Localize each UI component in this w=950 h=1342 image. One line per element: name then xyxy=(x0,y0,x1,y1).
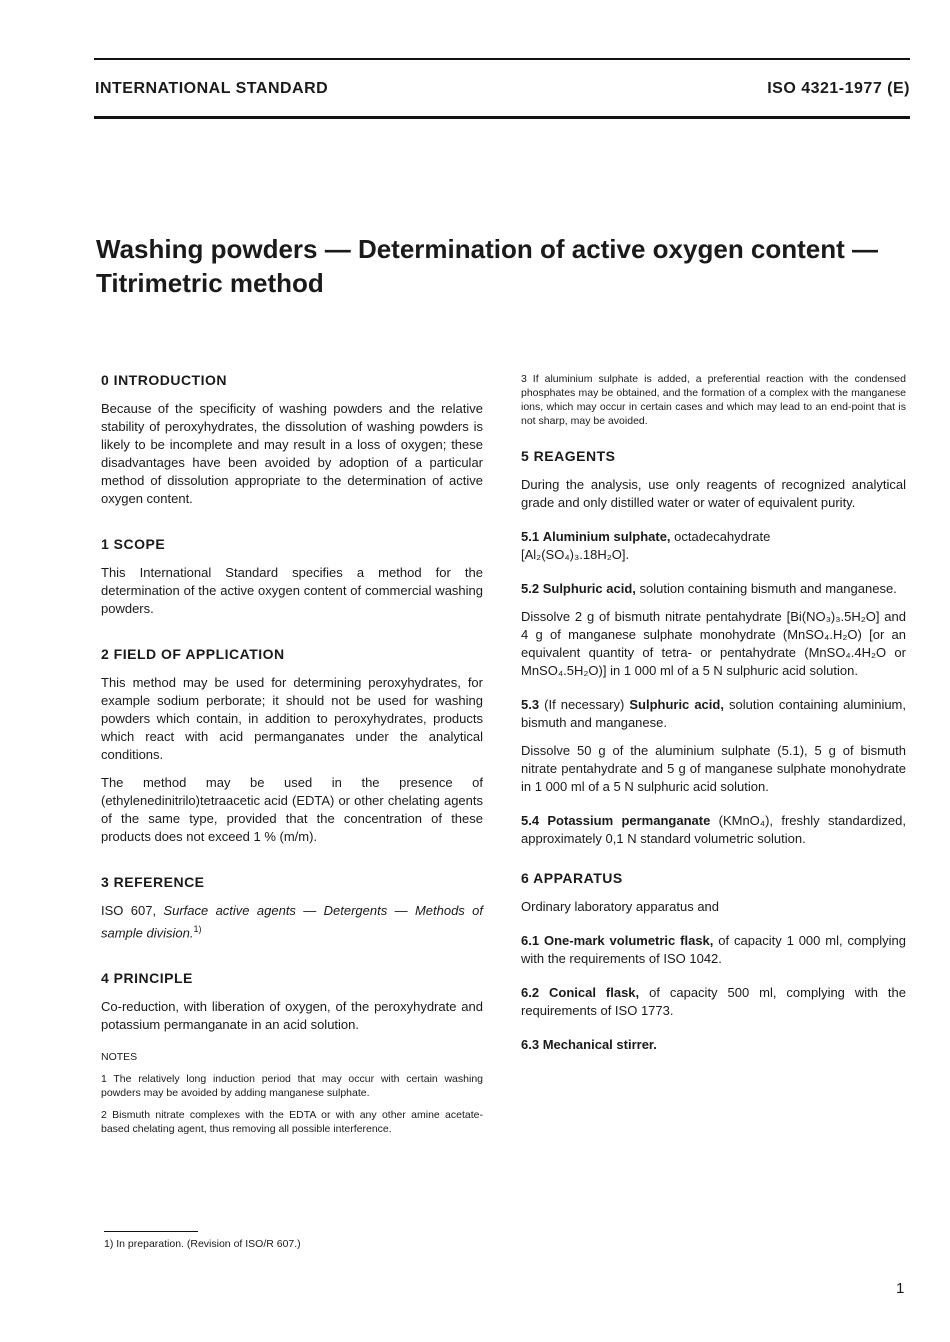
note-1: 1 The relatively long induction period that may occur with certain washing powders may be avoided by adding manganese sulphate. xyxy=(101,1073,483,1100)
apparatus-6-3-number: 6.3 xyxy=(521,1037,540,1052)
reference-footnote-mark: 1) xyxy=(193,924,202,934)
reagent-5-1-formula: [Al₂(SO₄)₃.18H₂O]. xyxy=(521,547,630,562)
note-3: 3 If aluminium sulphate is added, a preferential reaction with the condensed phosphates may be obtained, and the formation of a complex with the manganese ions, which may occur in certain cases and which may lead to an end-point that is not sharp, may be avoided. xyxy=(521,373,906,427)
footnote: 1) In preparation. (Revision of ISO/R 607.) xyxy=(104,1238,301,1250)
reference-text xyxy=(101,902,483,942)
reagents-text: During the analysis, use only reagents of recognized analytical grade and only distilled water or water of equivalent purity. xyxy=(521,477,906,510)
reagent-5-3-name: Sulphuric acid, xyxy=(629,697,724,712)
reference-heading: 3 REFERENCE xyxy=(101,874,205,890)
reagent-5-4-desc: (KMnO₄), freshly standardized, approximately 0,1 N standard volumetric solution. xyxy=(521,813,906,846)
reagent-5-1 xyxy=(521,528,906,564)
note-2: 2 Bismuth nitrate complexes with the EDTA or with any other amine acetate-based chelating agent, thus removing all possible interference. xyxy=(101,1109,483,1136)
apparatus-6-1-desc: of capacity 1 000 ml, complying with the requirements of ISO 1042. xyxy=(521,933,906,966)
reagent-5-2-name: Sulphuric acid, xyxy=(542,581,636,596)
reagent-5-1-desc: octadecahydrate xyxy=(674,529,771,544)
apparatus-6-3 xyxy=(521,1036,906,1054)
header-bottom-rule xyxy=(94,116,910,119)
header-standard-label: INTERNATIONAL STANDARD xyxy=(95,80,329,97)
reagents-heading: 5 REAGENTS xyxy=(521,448,616,464)
page-number: 1 xyxy=(896,1280,905,1297)
reagent-5-4-number: 5.4 xyxy=(521,813,540,828)
intro-heading: 0 INTRODUCTION xyxy=(101,372,227,388)
reagent-5-4-name: Potassium permanganate xyxy=(547,813,711,828)
reagent-5-4 xyxy=(521,812,906,848)
left-column xyxy=(101,372,483,1144)
apparatus-heading: 6 APPARATUS xyxy=(521,870,623,886)
footnote-rule xyxy=(104,1231,198,1232)
apparatus-6-2-number: 6.2 xyxy=(521,985,540,1000)
apparatus-6-1-number: 6.1 xyxy=(521,933,540,948)
document-title xyxy=(96,232,926,300)
principle-heading: 4 PRINCIPLE xyxy=(101,970,193,987)
reagent-5-3 xyxy=(521,696,906,732)
apparatus-6-3-name: Mechanical stirrer. xyxy=(542,1037,657,1052)
intro-text: Because of the specificity of washing powders and the relative stability of peroxyhydrates, the dissolution of washing powders is likely to be incomplete and may result in a loss of oxygen; these disadvantages have been avoided by adoption of a particular method of dissolution appropriate to the determination of active oxygen content. xyxy=(101,401,483,506)
field-text-1: This method may be used for determining peroxyhydrates, for example sodium perborate; it should not be used for washing powders which contain, in addition to peroxyhydrates, products which react with acid permanganates under the analytical conditions. xyxy=(101,675,483,762)
reagent-5-2 xyxy=(521,580,906,598)
reagent-5-2-desc: solution containing bismuth and manganese. xyxy=(639,581,897,596)
header-top-rule xyxy=(94,58,910,60)
right-column xyxy=(521,372,906,1064)
notes-heading: NOTES xyxy=(101,1051,138,1064)
principle-text: Co-reduction, with liberation of oxygen, of the peroxyhydrate and potassium permanganate in an acid solution. xyxy=(101,999,483,1033)
reagent-5-2-text: Dissolve 2 g of bismuth nitrate pentahydrate [Bi(NO₃)₃.5H₂O] and 4 g of manganese sulphate monohydrate (MnSO₄.H₂O) [or an equivalent quantity of tetra- or pentahydrate (MnSO₄.4H₂O or MnSO₄.5H₂O)] in 1 000 ml of a 5 N sulphuric acid solution. xyxy=(521,609,906,678)
reference-prefix: ISO 607, xyxy=(101,903,164,918)
reagent-5-3-text: Dissolve 50 g of the aluminium sulphate (5.1), 5 g of bismuth nitrate pentahydrate and 5 g of manganese sulphate monohydrate in 1 000 ml of a 5 N sulphuric acid solution. xyxy=(521,743,906,794)
header-standard-number: ISO 4321-1977 (E) xyxy=(767,80,910,97)
scope-text: This International Standard specifies a method for the determination of the active oxygen content of commercial washing powders. xyxy=(101,565,483,616)
field-text-2: The method may be used in the presence of (ethylenedinitrilo)tetraacetic acid (EDTA) or other chelating agents of the same type, provided that the concentration of these products does not exceed 1 % (m/m). xyxy=(101,775,483,844)
apparatus-6-2 xyxy=(521,984,906,1020)
scope-heading: 1 SCOPE xyxy=(101,536,166,552)
apparatus-6-2-desc: of capacity 500 ml, complying with the requirements of ISO 1773. xyxy=(521,985,906,1018)
reagent-5-3-qualifier: (If necessary) xyxy=(544,697,625,712)
reagent-5-2-number: 5.2 xyxy=(521,581,540,596)
apparatus-6-1 xyxy=(521,932,906,968)
reagent-5-3-desc: solution containing aluminium, bismuth and manganese. xyxy=(521,697,906,730)
title-line-1: Washing powders — Determination of active oxygen content — xyxy=(96,234,879,264)
field-heading: 2 FIELD OF APPLICATION xyxy=(101,646,285,662)
reagent-5-3-number: 5.3 xyxy=(521,697,540,712)
reference-title: Surface active agents — Detergents — Methods of sample division. xyxy=(101,903,484,941)
apparatus-6-1-name: One-mark volumetric flask, xyxy=(543,933,714,948)
apparatus-text: Ordinary laboratory apparatus and xyxy=(521,899,720,914)
reagent-5-1-name: Aluminium sulphate, xyxy=(542,529,671,544)
title-line-2: Titrimetric method xyxy=(96,268,324,298)
apparatus-6-2-name: Conical flask, xyxy=(549,985,640,1000)
reagent-5-1-number: 5.1 xyxy=(521,529,540,544)
